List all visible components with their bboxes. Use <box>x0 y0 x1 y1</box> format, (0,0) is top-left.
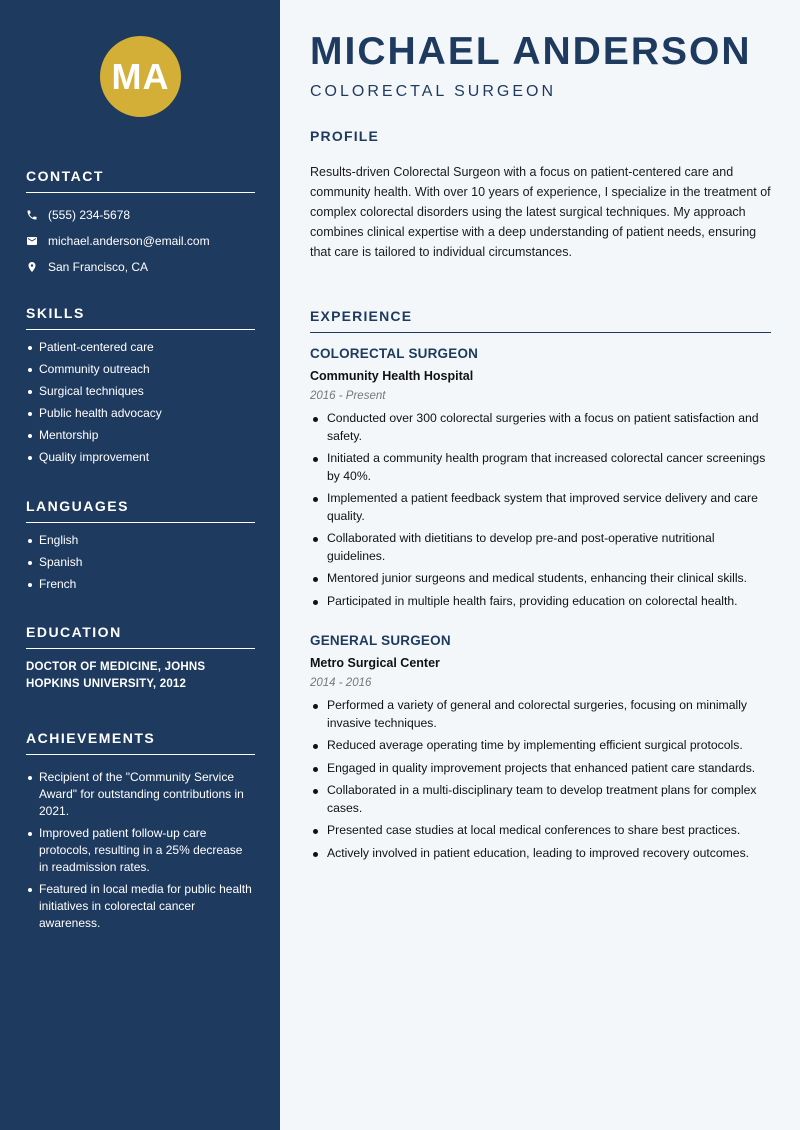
contact-location <box>26 254 255 280</box>
list-item: Presented case studies at local medical conferences to share best practices. <box>310 822 771 840</box>
avatar: MA <box>100 36 181 117</box>
email-text: michael.anderson@email.com <box>48 234 210 248</box>
location-text: San Francisco, CA <box>48 260 149 274</box>
profile-section <box>310 128 771 262</box>
achievements-section <box>26 730 255 937</box>
list-item: Actively involved in patient education, leading to improved recovery outcomes. <box>310 845 771 863</box>
list-item: Quality improvement <box>26 449 255 466</box>
list-item: Public health advocacy <box>26 405 255 422</box>
profile-text: Results-driven Colorectal Surgeon with a focus on patient-centered care and community health. With over 10 years of experience, I specialize in the treatment of complex colorectal disorders using the latest surgical techniques. My approach combines clinical expertise with a deep understanding of patient needs, ensuring that care is tailored to individual circumstances. <box>310 165 771 259</box>
job-company: Community Health Hospital <box>310 369 474 383</box>
achievements-list <box>26 769 255 932</box>
phone-icon <box>26 209 48 221</box>
job-title: COLORECTAL SURGEON <box>310 346 479 361</box>
list-item: Mentored junior surgeons and medical students, enhancing their clinical skills. <box>310 570 771 588</box>
education-degree: DOCTOR OF MEDICINE, JOHNS HOPKINS UNIVERSITY, 2012 <box>26 661 206 690</box>
education-section <box>26 624 255 693</box>
skills-section <box>26 305 255 471</box>
list-item: Featured in local media for public health initiatives in colorectal cancer awareness. <box>26 881 255 932</box>
list-item: Conducted over 300 colorectal surgeries with a focus on patient satisfaction and safety. <box>310 410 771 445</box>
list-item: French <box>26 576 255 593</box>
job-dates: 2014 - 2016 <box>310 677 372 689</box>
languages-heading: LANGUAGES <box>26 498 255 523</box>
list-item: Surgical techniques <box>26 383 255 400</box>
list-item: Collaborated with dietitians to develop pre-and post-operative nutritional guidelines. <box>310 530 771 565</box>
job-bullets <box>310 410 771 610</box>
job-title: GENERAL SURGEON <box>310 633 451 648</box>
contact-email[interactable] <box>26 228 255 254</box>
languages-section <box>26 498 255 598</box>
contact-heading: CONTACT <box>26 168 255 193</box>
skills-list <box>26 339 255 466</box>
list-item: Mentorship <box>26 427 255 444</box>
list-item: Reduced average operating time by implementing efficient surgical protocols. <box>310 737 771 755</box>
contact-section <box>26 168 255 280</box>
list-item: Performed a variety of general and colorectal surgeries, focusing on minimally invasive techniques. <box>310 697 771 732</box>
location-pin-icon <box>26 261 48 273</box>
list-item: Recipient of the "Community Service Award" for outstanding contributions in 2021. <box>26 769 255 820</box>
candidate-name: MICHAEL ANDERSON <box>310 30 752 73</box>
phone-text: (555) 234-5678 <box>48 208 131 222</box>
profile-heading: PROFILE <box>310 128 380 144</box>
list-item: Community outreach <box>26 361 255 378</box>
list-item: Improved patient follow-up care protocols, resulting in a 25% decrease in readmission rates. <box>26 825 255 876</box>
job-entry <box>310 346 771 615</box>
contact-phone[interactable] <box>26 202 255 228</box>
job-entry <box>310 633 771 867</box>
list-item: Spanish <box>26 554 255 571</box>
list-item: Initiated a community health program that increased colorectal cancer screenings by 40%. <box>310 450 771 485</box>
list-item: Engaged in quality improvement projects that enhanced patient care standards. <box>310 760 771 778</box>
list-item: Implemented a patient feedback system that improved service delivery and care quality. <box>310 490 771 525</box>
list-item: Collaborated in a multi-disciplinary team to develop treatment plans for complex cases. <box>310 782 771 817</box>
experience-heading: EXPERIENCE <box>310 308 771 333</box>
list-item: Patient-centered care <box>26 339 255 356</box>
list-item: Participated in multiple health fairs, providing education on colorectal health. <box>310 593 771 611</box>
languages-list <box>26 532 255 593</box>
list-item: English <box>26 532 255 549</box>
candidate-role: COLORECTAL SURGEON <box>310 83 557 100</box>
experience-section <box>310 308 771 333</box>
skills-heading: SKILLS <box>26 305 255 330</box>
education-heading: EDUCATION <box>26 624 255 649</box>
job-bullets <box>310 697 771 862</box>
email-icon <box>26 235 48 247</box>
job-dates: 2016 - Present <box>310 390 386 402</box>
sidebar <box>0 0 280 1130</box>
achievements-heading: ACHIEVEMENTS <box>26 730 255 755</box>
job-company: Metro Surgical Center <box>310 656 440 670</box>
